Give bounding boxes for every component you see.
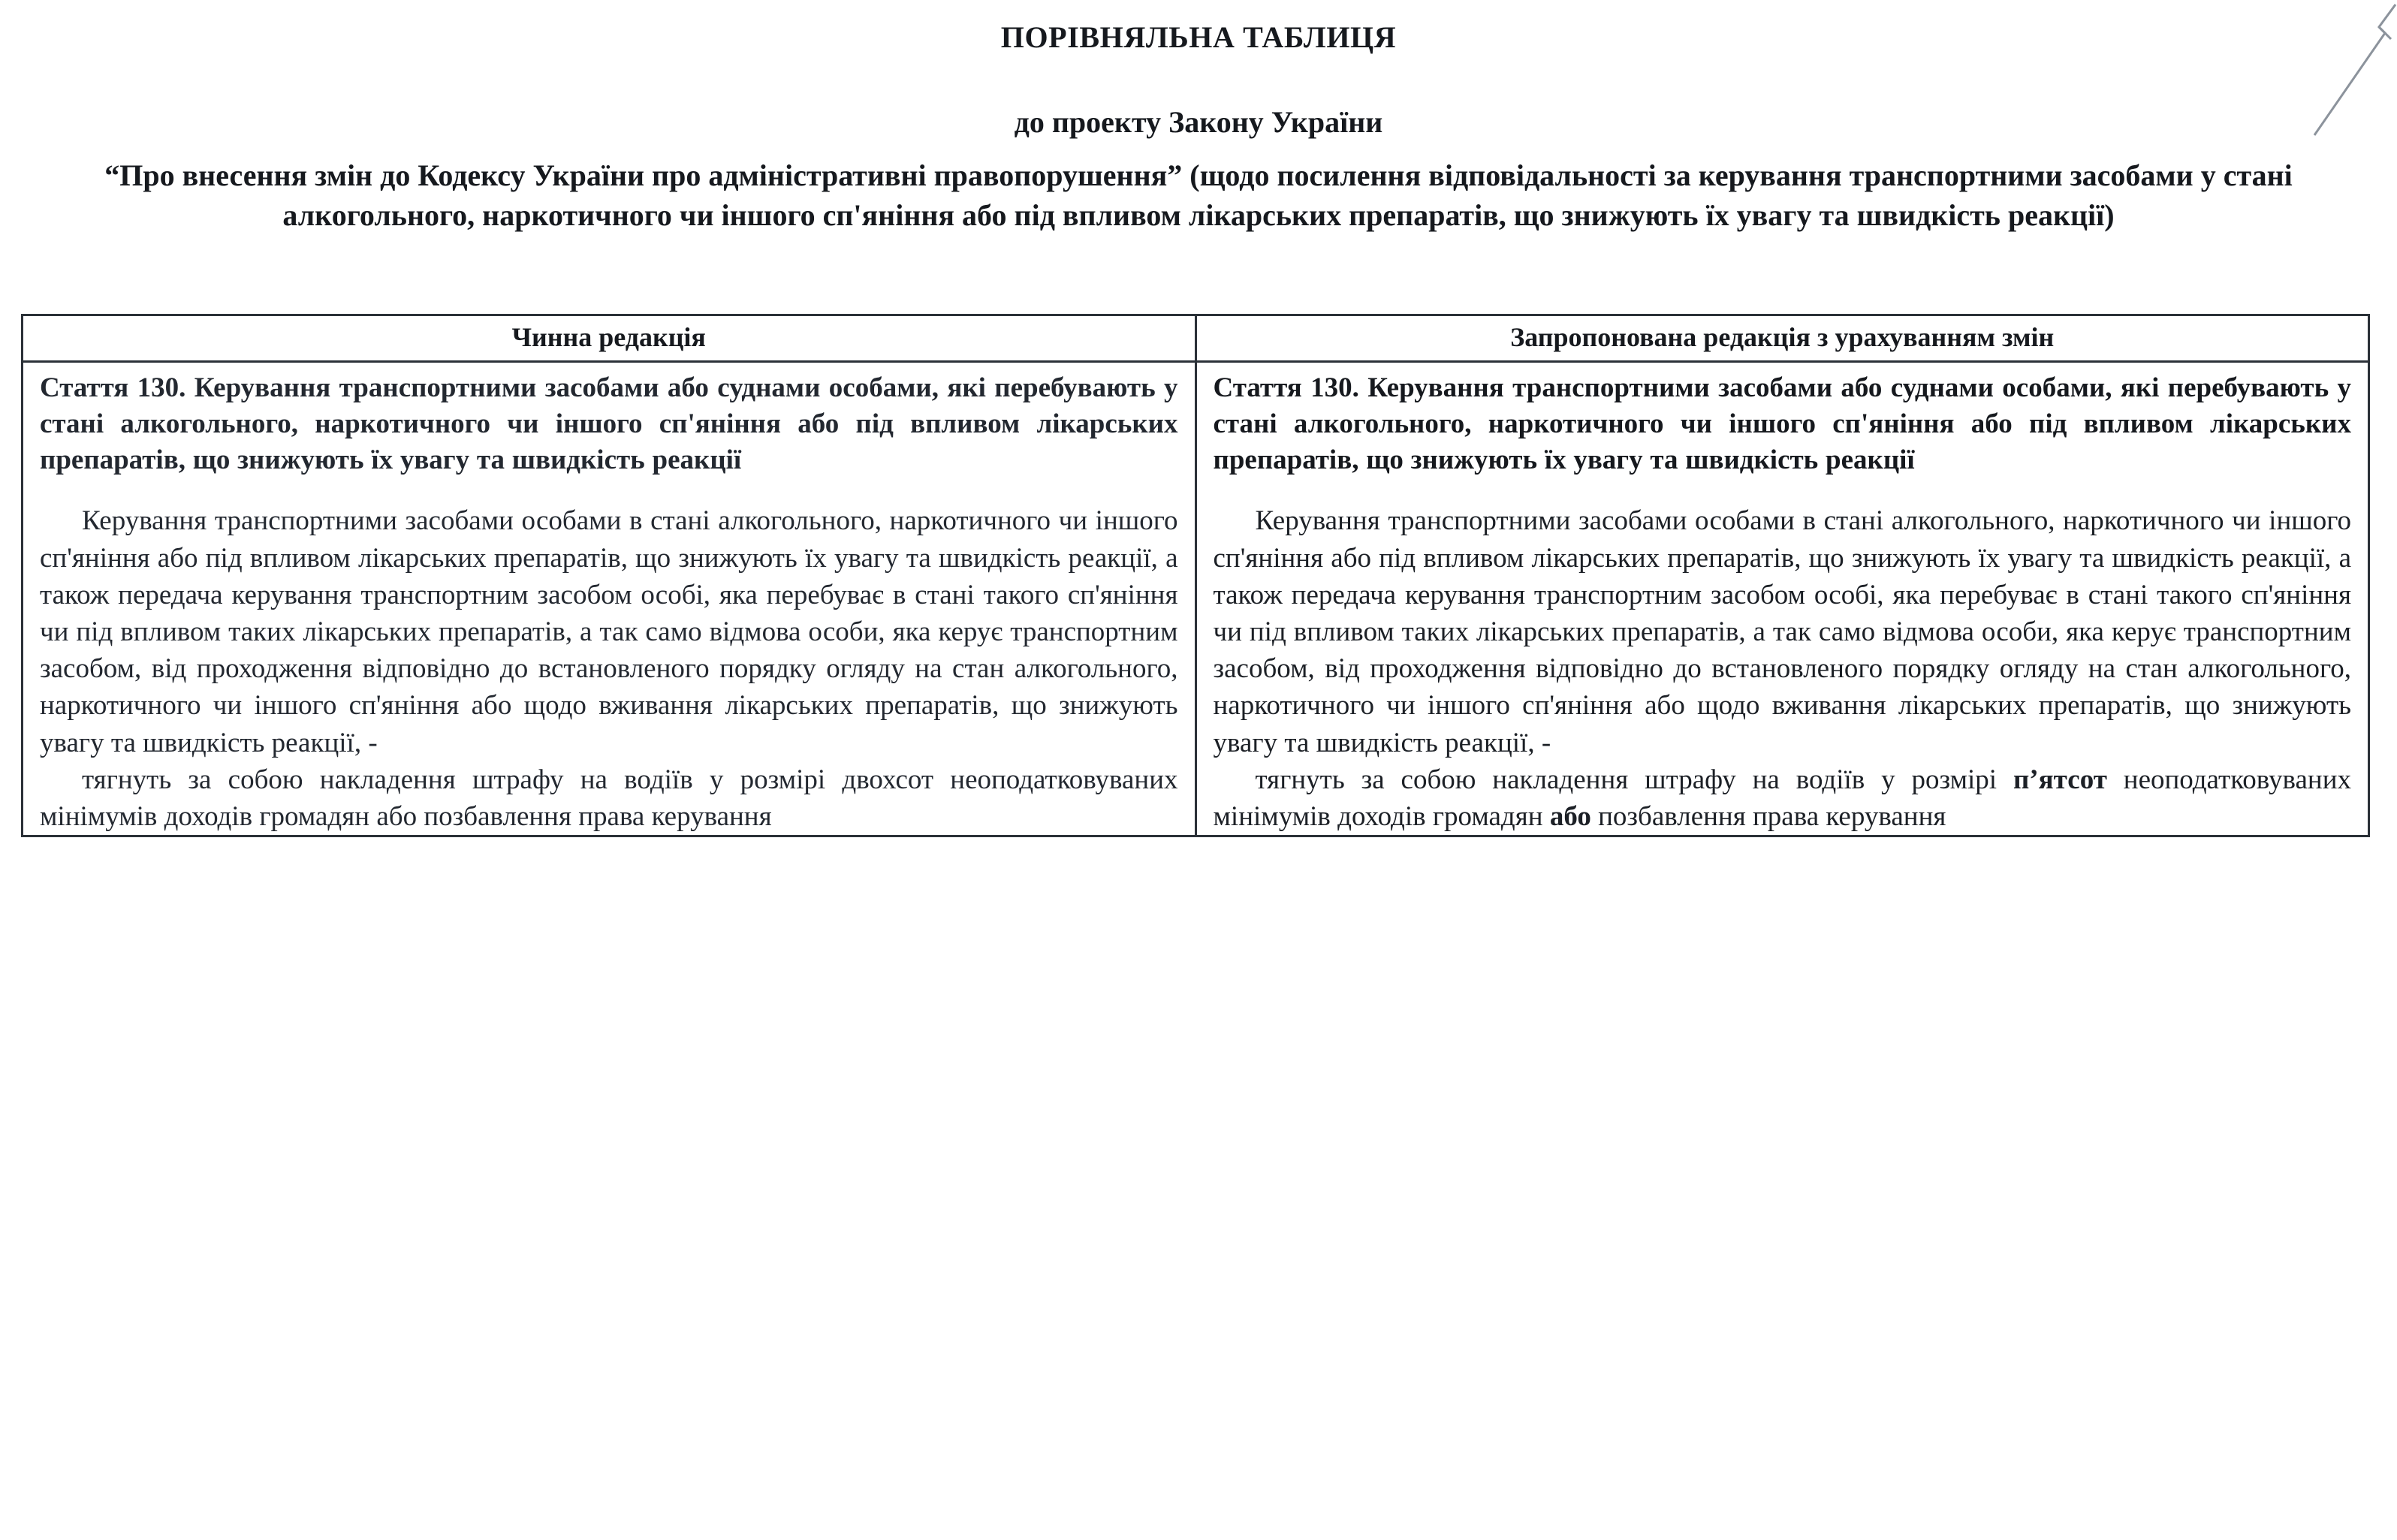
table-header-row [23, 315, 2369, 362]
document-subtitle-primary: до проекту Закону України [1014, 105, 1383, 139]
paragraph-proposed-2-amount: п’ятсот [2013, 764, 2107, 795]
document-header [0, 0, 2397, 236]
paragraph-proposed-2 [1214, 761, 2352, 835]
paragraph-current-2-middle: неоподатковуваних мінімумів доходів громадян [40, 764, 1178, 833]
paragraph-current-1: Керування транспортними засобами особами в стані алкогольного, наркотичного чи іншого сп'яніння або під впливом лікарських препаратів, що знижують їх увагу та швидкість реакції, а також передача керування транспортним засобом особі, яка перебуває в стані такого сп'яніння чи під впливом таких лікарських препаратів, а так само відмова особи, яка керує транспортним засобом, від проходження відповідно до встановленого порядку огляду на стан алкогольного, наркотичного чи іншого сп'яніння або щодо вживання лікарських препаратів, що знижують увагу та швидкість реакції, - [40, 505, 1178, 758]
paragraph-current-2-amount: двохсот [842, 764, 934, 795]
article-heading-proposed: Стаття 130. Керування транспортними засобами або суднами особами, які перебувають у стані алкогольного, наркотичного чи іншого сп'яніння або під впливом лікарських препаратів, що знижують їх увагу та швидкість реакції [1213, 372, 2351, 476]
paragraph-proposed-2-middle: неоподатковуваних мінімумів доходів громадян [1213, 764, 2352, 833]
paragraph-current-2-prefix: тягнуть за собою накладення штрафу на водіїв у розмірі [82, 764, 843, 795]
paragraph-current-2-suffix: позбавлення права керування [417, 801, 772, 833]
article-heading-current: Стаття 130. Керування транспортними засобами або суднами особами, які перебувають у стані алкогольного, наркотичного чи іншого сп'яніння або під впливом лікарських препаратів, що знижують їх увагу та швидкість реакції [40, 372, 1178, 476]
column-header-proposed: Запропонована редакція з урахуванням змін [1195, 315, 2369, 362]
comparison-table [21, 314, 2370, 838]
page-title: ПОРІВНЯЛЬНА ТАБЛИЦЯ [1000, 20, 1397, 54]
cell-current-edition [23, 362, 1196, 836]
paragraph-proposed-2-prefix: тягнуть за собою накладення штрафу на водіїв у розмірі [1255, 764, 2013, 795]
document-subtitle-secondary: “Про внесення змін до Кодексу України про адміністративні правопорушення” (щодо посилення відповідальності за керування транспортними засобами у стані алкогольного, наркотичного чи іншого сп'яніння або під впливом лікарських препаратів, що знижують їх увагу та швидкість реакції) [104, 158, 2293, 232]
paragraph-current-2-or: або [376, 801, 418, 833]
paragraph-current-2 [40, 761, 1178, 835]
paragraph-proposed-1: Керування транспортними засобами особами в стані алкогольного, наркотичного чи іншого сп'яніння або під впливом лікарських препаратів, що знижують їх увагу та швидкість реакції, а також передача керування транспортним засобом особі, яка перебуває в стані такого сп'яніння чи під впливом таких лікарських препаратів, а так само відмова особи, яка керує транспортним засобом, від проходження відповідно до встановленого порядку огляду на стан алкогольного, наркотичного чи іншого сп'яніння або щодо вживання лікарських препаратів, що знижують увагу та швидкість реакції, - [1213, 505, 2351, 758]
cell-proposed-edition [1195, 362, 2369, 836]
paragraph-proposed-2-suffix: позбавлення права керування [1590, 801, 1946, 833]
table-row [23, 362, 2369, 836]
paragraph-proposed-2-or: або [1549, 801, 1591, 833]
column-header-current: Чинна редакція [23, 315, 1196, 362]
